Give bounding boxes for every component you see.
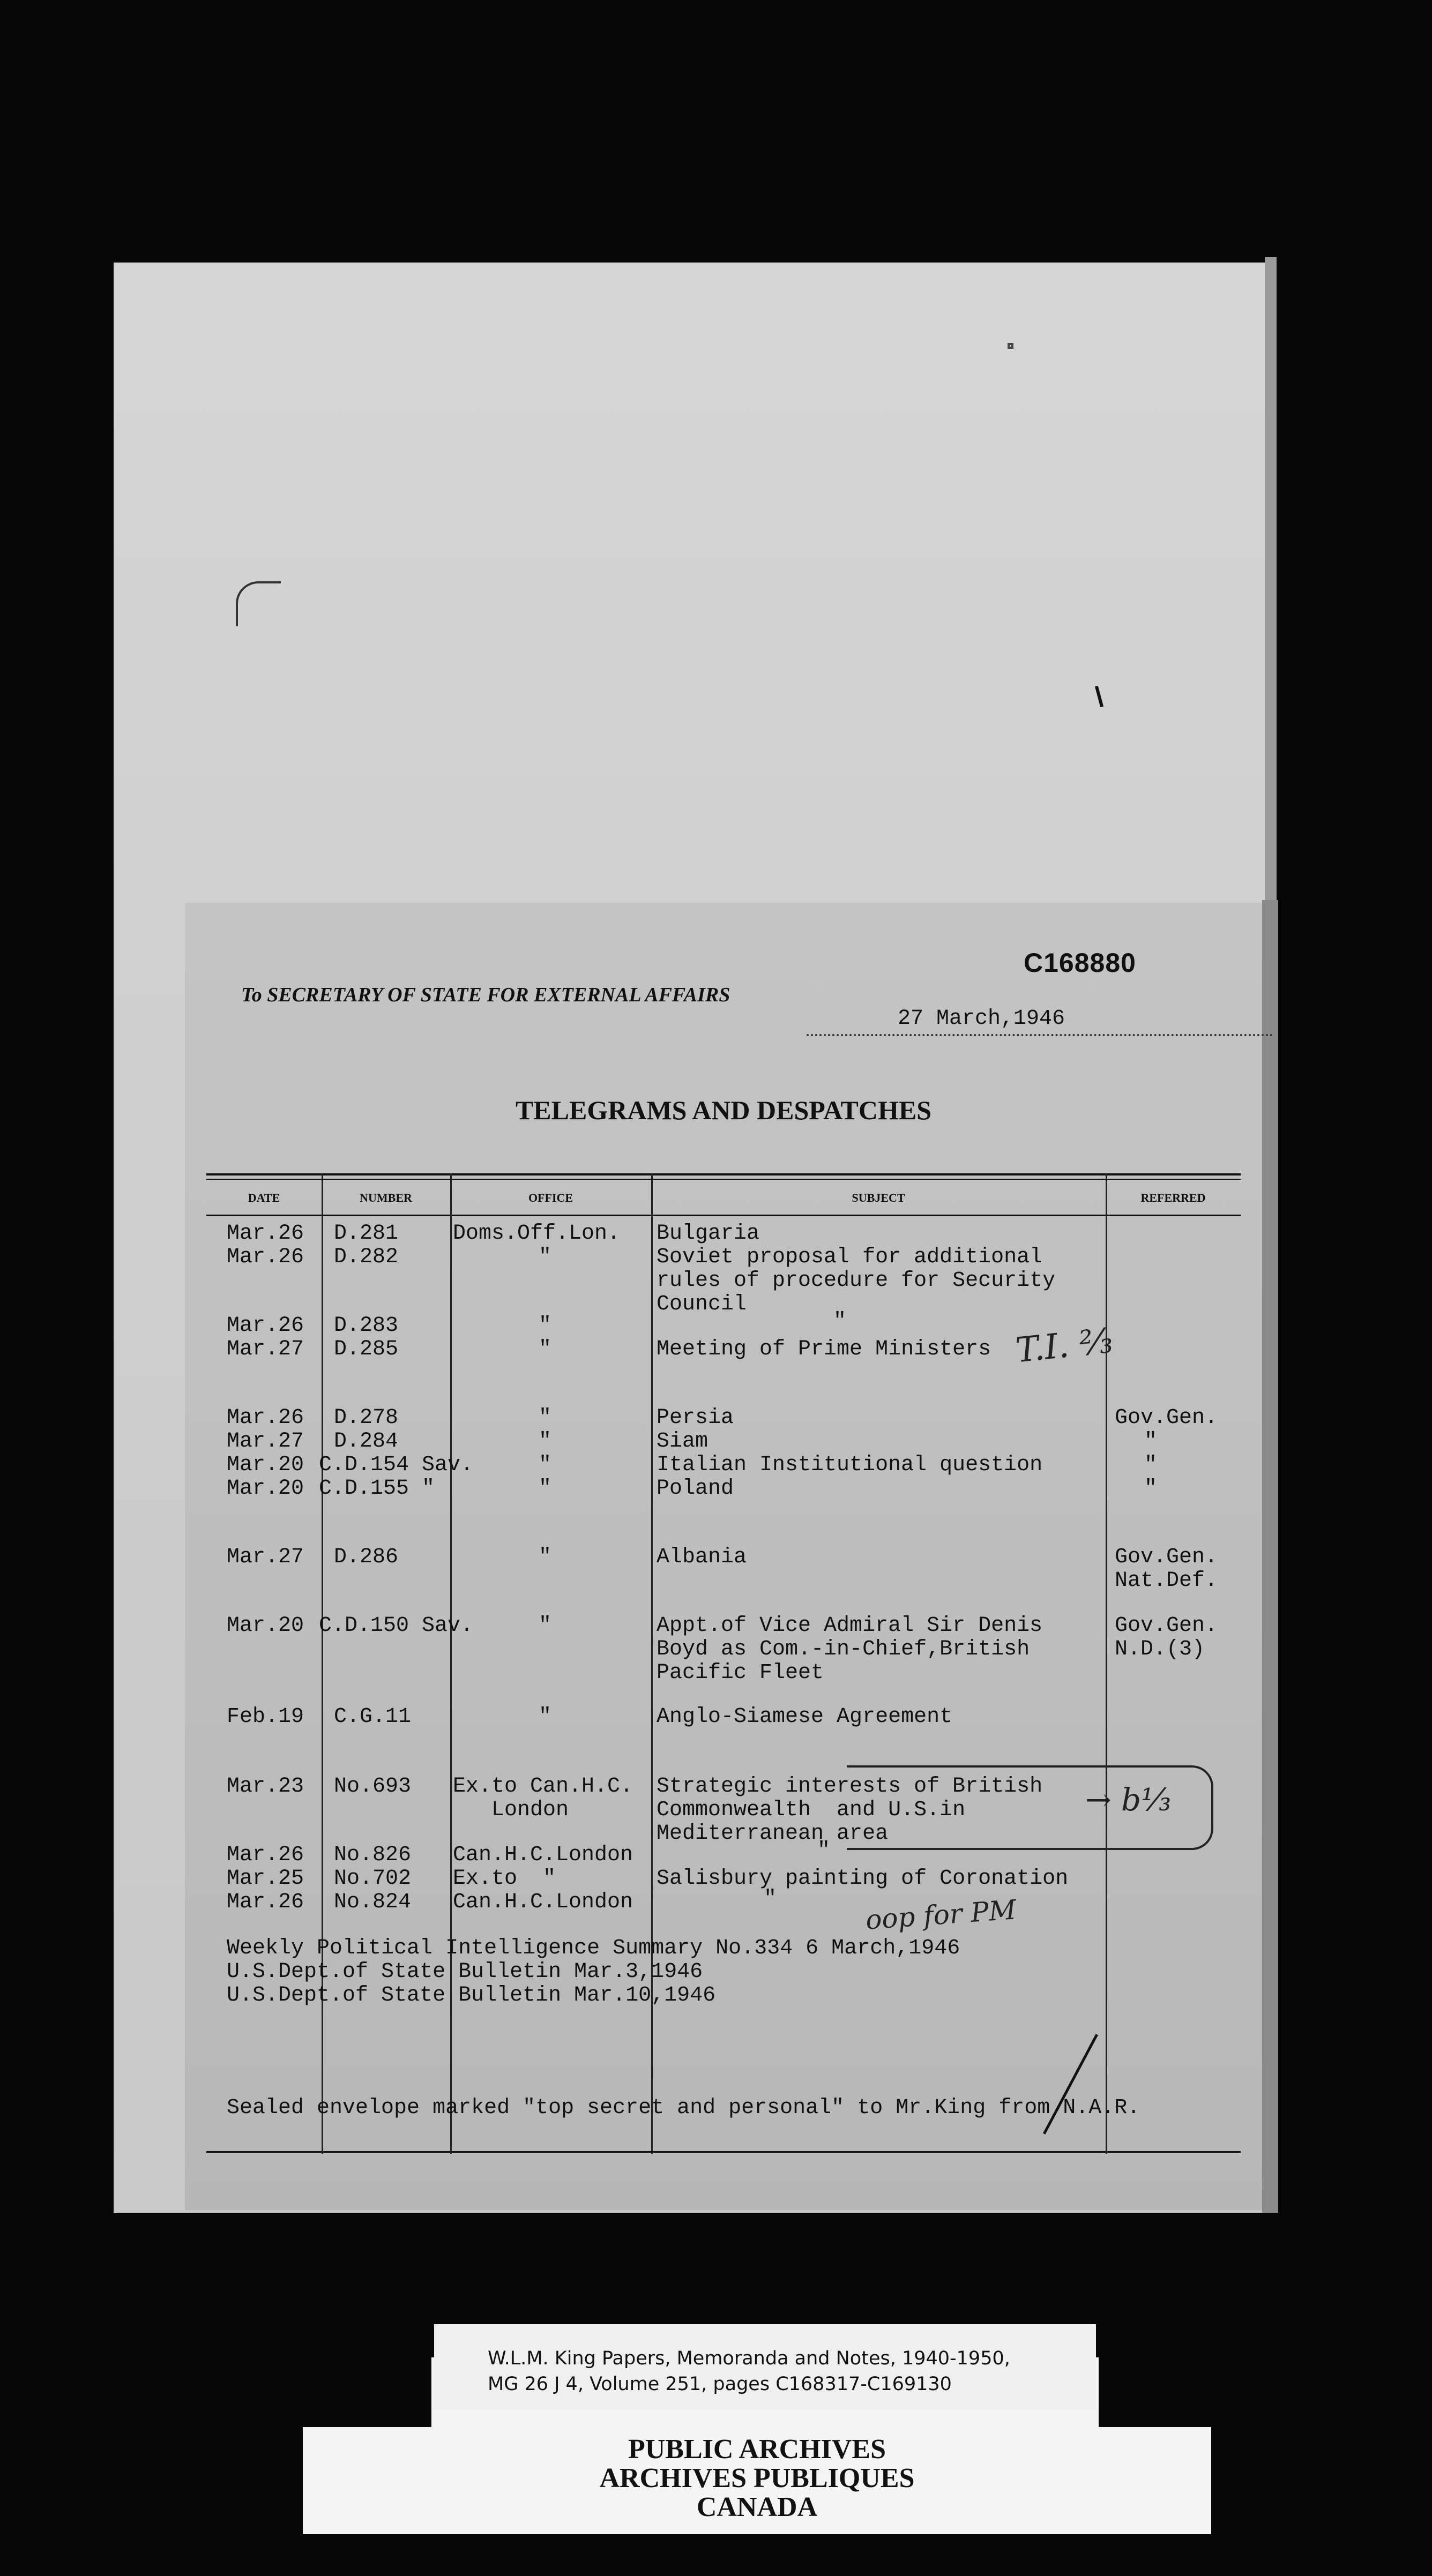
row-subject: Meeting of Prime Ministers bbox=[657, 1337, 991, 1361]
column-header-referred: REFERRED bbox=[1140, 1191, 1206, 1204]
row-subject: Anglo-Siamese Agreement bbox=[657, 1705, 953, 1729]
row-date: Mar.25 bbox=[227, 1867, 304, 1891]
handwritten-note-strategic: → b⅓ bbox=[1085, 1781, 1172, 1818]
row-office: " bbox=[539, 1705, 552, 1729]
row-number: D.283 bbox=[334, 1314, 399, 1338]
row-referred: Gov.Gen. Nat.Def. bbox=[1115, 1545, 1218, 1593]
archive-caption bbox=[434, 2324, 1096, 2410]
spanning-line: U.S.Dept.of State Bulletin Mar.10,1946 bbox=[227, 1983, 716, 2008]
row-date: Mar.20 bbox=[227, 1477, 304, 1501]
document-heading: TELEGRAMS AND DESPATCHES bbox=[515, 1095, 932, 1125]
document-date: 27 March,1946 bbox=[898, 1007, 1065, 1031]
row-date: Mar.26 bbox=[227, 1406, 304, 1430]
row-subject: " bbox=[817, 1839, 831, 1863]
row-subject: Siam bbox=[657, 1429, 708, 1454]
column-divider-4 bbox=[1106, 1173, 1107, 2154]
row-number: No.693 bbox=[334, 1774, 412, 1799]
row-number: No.702 bbox=[334, 1867, 412, 1891]
row-number: D.278 bbox=[334, 1406, 399, 1430]
row-number: No.824 bbox=[334, 1890, 412, 1914]
column-header-date: DATE bbox=[248, 1191, 280, 1204]
sheet-edge bbox=[1262, 900, 1278, 2213]
row-number: D.286 bbox=[334, 1545, 399, 1569]
row-date: Mar.20 bbox=[227, 1614, 304, 1638]
row-number: D.284 bbox=[334, 1429, 399, 1454]
handwritten-note-salisbury: oop for PM bbox=[864, 1894, 1018, 1936]
row-number: C.D.154 Sav. bbox=[319, 1453, 474, 1477]
row-date: Mar.27 bbox=[227, 1429, 304, 1454]
row-subject: Persia bbox=[657, 1406, 734, 1430]
row-subject: Albania bbox=[657, 1545, 747, 1569]
row-number: D.282 bbox=[334, 1245, 399, 1269]
row-office: Ex.to Can.H.C. London bbox=[453, 1774, 633, 1822]
row-office: " bbox=[539, 1245, 552, 1269]
row-referred: Gov.Gen. bbox=[1115, 1406, 1218, 1430]
row-subject: Strategic interests of British Commonwealth and U.S.in Mediterranean area bbox=[657, 1774, 1043, 1846]
row-date: Mar.26 bbox=[227, 1222, 304, 1246]
row-date: Mar.26 bbox=[227, 1314, 304, 1338]
row-office: Can.H.C.London bbox=[453, 1843, 633, 1867]
row-office: " bbox=[539, 1314, 552, 1338]
footer-line: Sealed envelope marked "top secret and personal" to Mr.King from N.A.R. bbox=[227, 2096, 1140, 2120]
row-office: " bbox=[539, 1614, 552, 1638]
date-dotted-line bbox=[807, 1034, 1273, 1036]
archive-stamp-line3: CANADA bbox=[696, 2492, 818, 2522]
stamp-tab-right bbox=[1099, 2357, 1211, 2427]
row-office: " bbox=[539, 1337, 552, 1361]
spanning-line: U.S.Dept.of State Bulletin Mar.3,1946 bbox=[227, 1960, 703, 1984]
row-office: Doms.Off.Lon. bbox=[453, 1222, 621, 1246]
dot-mark bbox=[1008, 343, 1013, 349]
row-office: " bbox=[539, 1545, 552, 1569]
archive-caption-line1: W.L.M. King Papers, Memoranda and Notes, 1940-1950, bbox=[488, 2348, 1010, 2369]
row-subject: Poland bbox=[657, 1477, 734, 1501]
stamp-tab-left bbox=[303, 2357, 431, 2427]
column-header-number: NUMBER bbox=[360, 1191, 412, 1204]
serial-number: C168880 bbox=[1024, 948, 1136, 978]
row-subject: Salisbury painting of Coronation bbox=[657, 1867, 1069, 1891]
row-subject: " bbox=[833, 1309, 847, 1334]
archive-stamp-line1: PUBLIC ARCHIVES bbox=[628, 2434, 886, 2465]
row-office: " bbox=[539, 1406, 552, 1430]
row-number: C.D.155 " bbox=[319, 1477, 435, 1501]
row-referred: " bbox=[1144, 1477, 1158, 1501]
row-date: Mar.26 bbox=[227, 1843, 304, 1867]
telegram-sheet bbox=[185, 903, 1262, 2210]
row-date: Mar.27 bbox=[227, 1545, 304, 1569]
table-top-rule bbox=[206, 1173, 1241, 1175]
row-subject: " bbox=[764, 1887, 777, 1911]
row-date: Mar.26 bbox=[227, 1245, 304, 1269]
table-bottom-rule bbox=[206, 2151, 1241, 2153]
column-header-office: OFFICE bbox=[528, 1191, 573, 1204]
row-office: " bbox=[539, 1477, 552, 1501]
archive-stamp bbox=[303, 2435, 1211, 2522]
table-top-rule-inner bbox=[206, 1179, 1241, 1180]
spanning-line: Weekly Political Intelligence Summary No.334 6 March,1946 bbox=[227, 1936, 960, 1960]
row-number: C.G.11 bbox=[334, 1705, 412, 1729]
column-header-subject: SUBJECT bbox=[852, 1191, 905, 1204]
addressee-line: To SECRETARY OF STATE FOR EXTERNAL AFFAIRS bbox=[241, 984, 730, 1006]
row-office: " bbox=[539, 1429, 552, 1454]
archive-stamp-line2: ARCHIVES PUBLIQUES bbox=[599, 2463, 915, 2493]
row-referred: " bbox=[1144, 1453, 1158, 1477]
row-office: " bbox=[539, 1453, 552, 1477]
row-number: D.285 bbox=[334, 1337, 399, 1361]
handwritten-note-prime-ministers: T.I. ⅔ bbox=[1013, 1321, 1115, 1371]
row-subject: Bulgaria bbox=[657, 1222, 760, 1246]
row-referred: " bbox=[1144, 1429, 1158, 1454]
row-office: Can.H.C.London bbox=[453, 1890, 633, 1914]
row-date: Mar.26 bbox=[227, 1890, 304, 1914]
row-number: C.D.150 Sav. bbox=[319, 1614, 474, 1638]
archive-caption-line2: MG 26 J 4, Volume 251, pages C168317-C169130 bbox=[488, 2373, 952, 2395]
row-date: Mar.23 bbox=[227, 1774, 304, 1799]
row-number: D.281 bbox=[334, 1222, 399, 1246]
pencil-hook-mark bbox=[236, 581, 281, 626]
row-date: Feb.19 bbox=[227, 1705, 304, 1729]
row-subject: Soviet proposal for additional rules of procedure for Security Council bbox=[657, 1245, 1056, 1316]
header-bottom-rule bbox=[206, 1215, 1241, 1216]
row-office: Ex.to " bbox=[453, 1867, 556, 1891]
row-subject: Appt.of Vice Admiral Sir Denis Boyd as Com.-in-Chief,British Pacific Fleet bbox=[657, 1614, 1043, 1685]
row-date: Mar.20 bbox=[227, 1453, 304, 1477]
row-referred: Gov.Gen. N.D.(3) bbox=[1115, 1614, 1218, 1661]
row-subject: Italian Institutional question bbox=[657, 1453, 1043, 1477]
row-date: Mar.27 bbox=[227, 1337, 304, 1361]
row-number: No.826 bbox=[334, 1843, 412, 1867]
